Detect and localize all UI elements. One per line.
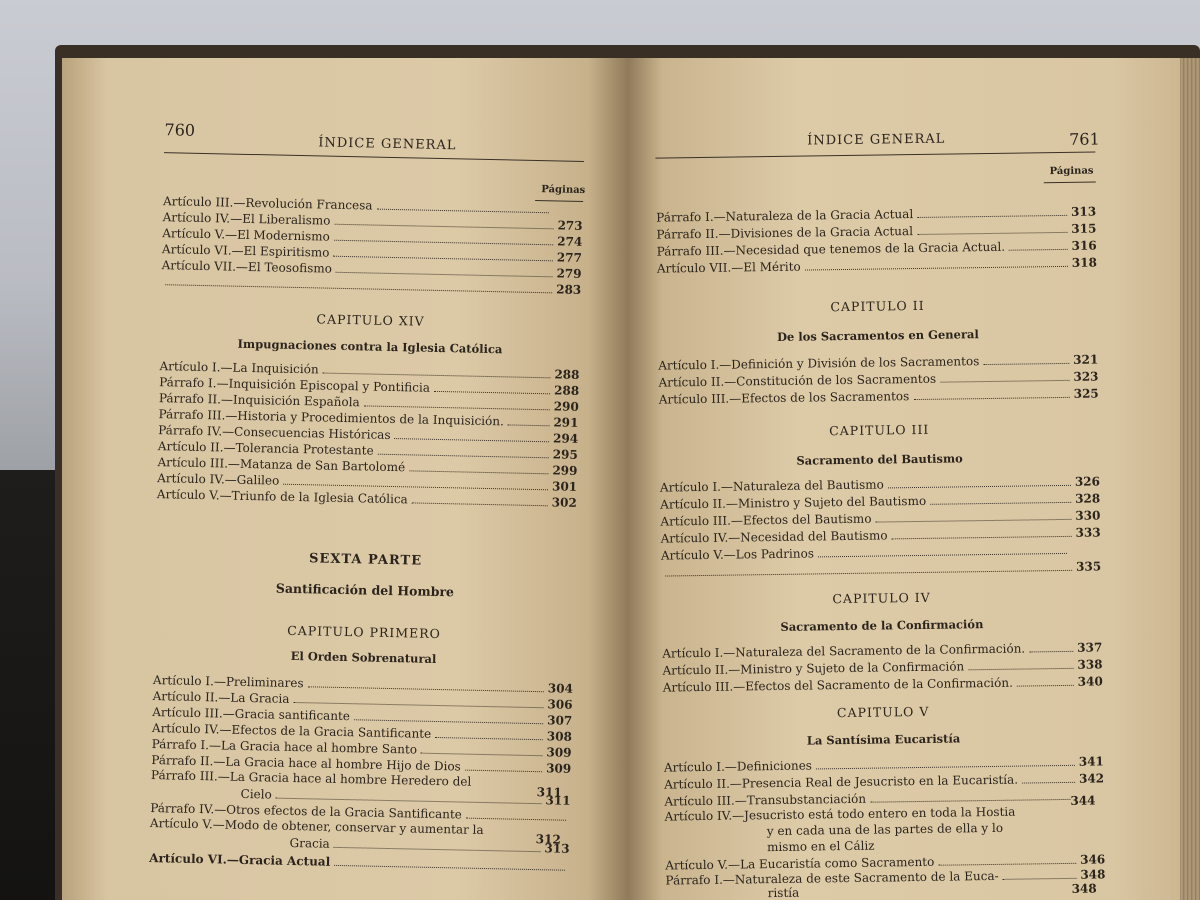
toc-entry: Párrafo I.—Inquisición Episcopal y Pontificia 288 xyxy=(159,375,580,398)
page-edges xyxy=(1180,58,1200,900)
running-head: ÍNDICE GENERAL xyxy=(318,135,457,154)
page-number: 760 xyxy=(164,120,196,140)
toc-entry: Artículo IV.—Necesidad del Bautismo 333 xyxy=(660,525,1101,546)
chapter-title: CAPITULO III xyxy=(829,421,930,439)
toc-entry-text: mismo en el Cáliz xyxy=(766,838,875,855)
toc-entry: Artículo I.—Preliminares 304 xyxy=(152,673,574,696)
toc-entry: Artículo V.—Triunfo de la Iglesia Católica 302 xyxy=(156,487,577,510)
toc-entry-text: Artículo IV.—Jesucristo está todo entero en toda la Hostia xyxy=(664,804,1016,824)
toc-entry: Párrafo I.—La Gracia hace al hombre Santo 309 xyxy=(151,737,572,760)
paginas-label: Páginas xyxy=(541,184,586,196)
toc-entry: Artículo IV.—El Liberalismo 273 xyxy=(162,210,583,233)
part-title: SEXTA PARTE xyxy=(308,551,423,569)
toc-page: 312 xyxy=(535,832,561,847)
right-page xyxy=(628,58,1200,900)
chapter-subtitle: De los Sacramentos en General xyxy=(776,327,979,344)
toc-entry: Cielo 311 xyxy=(240,786,571,808)
chapter-subtitle: Sacramento del Bautismo xyxy=(796,451,963,468)
toc-entry: Párrafo III.—Necesidad que tenemos de la Gracia Actual. 316 xyxy=(656,238,1097,259)
toc-entry: Gracia 313 xyxy=(289,835,570,856)
toc-entry: Artículo II.—Constitución de los Sacramentos 323 xyxy=(658,369,1099,390)
toc-entry: Párrafo III.—Historia y Procedimientos de la Inquisición. 291 xyxy=(158,407,579,430)
toc-entry-text: y en cada una de las partes de ella y lo xyxy=(766,820,1004,839)
toc-entry: Artículo V.—La Eucaristía como Sacramento 346 xyxy=(665,852,1106,873)
page-number: 761 xyxy=(1069,129,1100,149)
toc-entry: Artículo III.—Transubstanciación xyxy=(664,788,1074,810)
toc-entry: Artículo I.—Naturaleza del Sacramento de la Confirmación. 337 xyxy=(662,640,1103,661)
chapter-title: CAPITULO IV xyxy=(832,589,931,607)
chapter-subtitle: La Santísima Eucaristía xyxy=(806,731,961,748)
toc-entry: Párrafo I.—Naturaleza de la Gracia Actual 313 xyxy=(656,204,1097,225)
toc-entry: Párrafo IV.—Otros efectos de la Gracia Santificante xyxy=(150,800,570,825)
toc-entry: Artículo I.—Definición y División de los Sacramentos 321 xyxy=(658,352,1099,373)
toc-entry: Artículo II.—La Gracia 306 xyxy=(152,689,573,712)
toc-entry: 335 xyxy=(661,558,1101,580)
toc-page: 311 xyxy=(536,785,562,800)
toc-entry: Párrafo II.—Divisiones de la Gracia Actual 315 xyxy=(656,221,1097,242)
chapter-subtitle: Impugnaciones contra la Iglesia Católica xyxy=(237,336,503,357)
chapter-title: CAPITULO II xyxy=(830,297,925,315)
toc-entry: Artículo III.—Efectos del Bautismo 330 xyxy=(660,508,1101,529)
toc-entry-text: ristía xyxy=(767,885,800,900)
chapter-title: CAPITULO PRIMERO xyxy=(287,622,442,642)
toc-entry: Artículo III.—Efectos del Sacramento de la Confirmación. 340 xyxy=(662,674,1103,695)
toc-entry-text: Artículo V.—Modo de obtener, conservar y aumentar la xyxy=(149,816,484,837)
toc-entry: Artículo II.—Tolerancia Protestante 295 xyxy=(157,439,578,462)
toc-entry: Artículo III.—Revolución Francesa xyxy=(163,193,553,217)
chapter-title: CAPITULO V xyxy=(836,703,930,721)
chapter-subtitle: El Orden Sobrenatural xyxy=(290,648,437,666)
toc-entry: Párrafo IV.—Consecuencias Históricas 294 xyxy=(158,423,579,446)
paginas-label: Páginas xyxy=(1049,165,1094,178)
part-subtitle: Santificación del Hombre xyxy=(275,580,455,600)
toc-entry: Párrafo I.—Naturaleza de este Sacramento de la Euca- 348 xyxy=(665,867,1106,888)
toc-entry: Artículo VI.—Gracia Actual xyxy=(149,850,569,875)
paginas-rule xyxy=(1044,181,1096,183)
toc-entry: Artículo VII.—El Teosofismo 279 xyxy=(161,258,582,281)
toc-page: 344 xyxy=(1070,793,1096,808)
toc-entry: Artículo III.—Gracia santificante 307 xyxy=(152,705,573,728)
toc-entry: Párrafo II.—Inquisición Española 290 xyxy=(158,391,579,414)
left-page xyxy=(62,58,628,900)
chapter-subtitle: Sacramento de la Confirmación xyxy=(780,617,984,634)
toc-entry: Artículo IV.—Efectos de la Gracia Santificante 308 xyxy=(151,721,573,744)
toc-entry: Artículo V.—Los Padrinos xyxy=(661,542,1071,564)
header-rule xyxy=(164,152,584,162)
toc-entry: Artículo III.—Matanza de San Bartolomé 299 xyxy=(157,455,578,478)
toc-entry: Artículo II.—Ministro y Sujeto de la Confirmación 338 xyxy=(662,657,1103,678)
toc-entry: Artículo IV.—Galileo 301 xyxy=(157,471,578,494)
toc-entry: Artículo VII.—El Mérito 318 xyxy=(656,255,1097,276)
toc-entry-text: Párrafo III.—La Gracia hace al hombre Heredero del xyxy=(150,768,472,789)
toc-entry: Artículo II.—Ministro y Sujeto del Bautismo 328 xyxy=(660,491,1101,512)
header-rule xyxy=(655,151,1095,158)
toc-entry: Párrafo II.—La Gracia hace al hombre Hijo de Dios 309 xyxy=(151,753,572,776)
running-head: ÍNDICE GENERAL xyxy=(807,131,946,149)
toc-entry: Artículo I.—Naturaleza del Bautismo 326 xyxy=(659,474,1101,495)
toc-entry: Artículo III.—Efectos de los Sacramentos 325 xyxy=(658,386,1099,407)
toc-entry: 283 xyxy=(161,273,581,298)
toc-page: 348 xyxy=(1071,881,1097,896)
chapter-title: CAPITULO XIV xyxy=(316,311,425,329)
toc-entry: Artículo V.—El Modernismo 274 xyxy=(162,226,583,249)
toc-entry: Artículo I.—La Inquisición 288 xyxy=(159,359,580,382)
toc-entry: Artículo II.—Presencia Real de Jesucristo en la Eucaristía. 342 xyxy=(664,771,1105,792)
toc-entry: Artículo I.—Definiciones 341 xyxy=(663,754,1104,775)
toc-entry: Artículo VI.—El Espiritismo 277 xyxy=(161,242,583,265)
